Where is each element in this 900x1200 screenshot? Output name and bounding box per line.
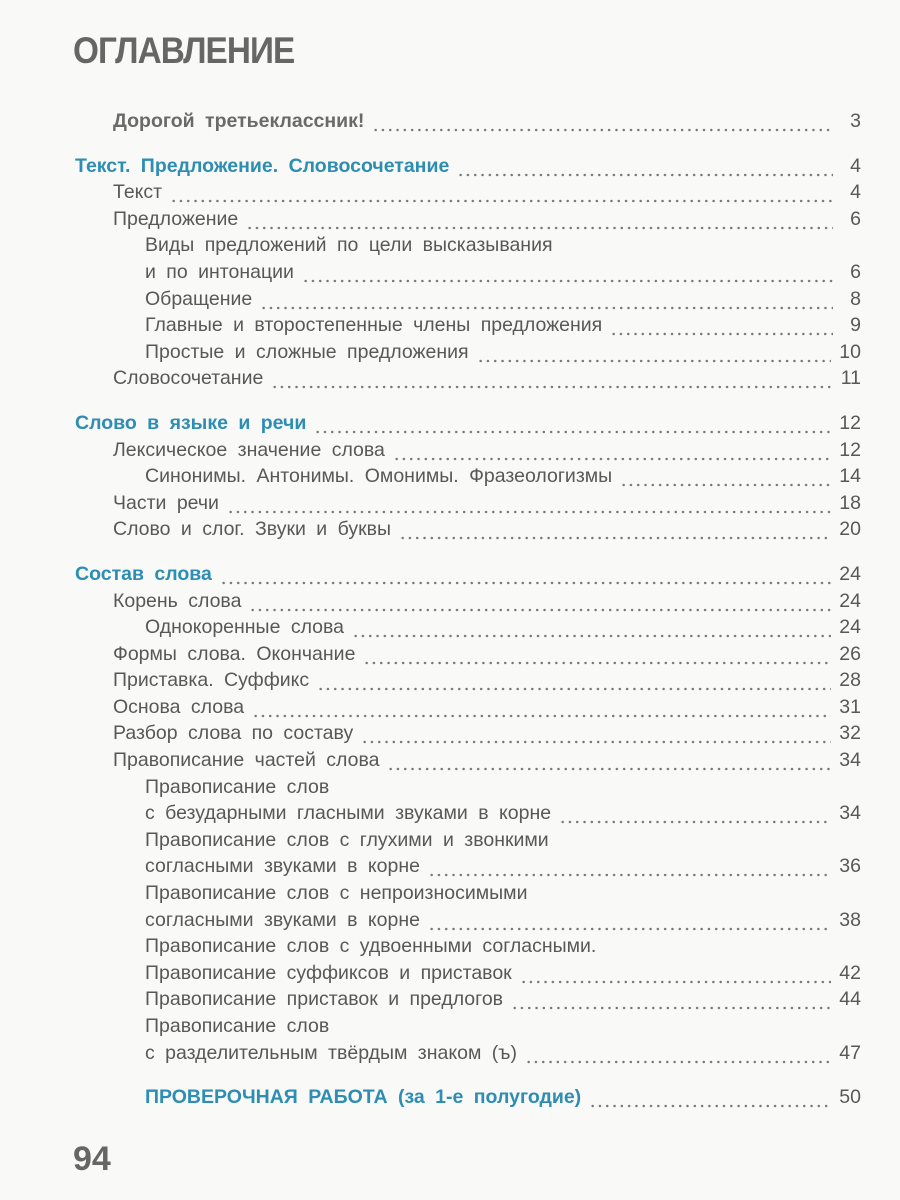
toc-entry[interactable] — [75, 516, 861, 543]
toc-entry[interactable] — [75, 410, 861, 437]
dot-leader — [520, 960, 832, 987]
dot-leader — [457, 153, 833, 180]
toc-entry-row — [75, 986, 861, 1013]
dot-leader — [620, 463, 831, 490]
toc-entry-title: Основа слова — [113, 695, 245, 718]
toc-entry-title: Части речи — [113, 491, 219, 514]
dot-leader — [246, 206, 833, 233]
dot-leader — [317, 667, 831, 694]
toc-entry-page: 9 — [850, 314, 861, 337]
dot-leader — [399, 516, 831, 543]
toc-entry[interactable] — [75, 286, 861, 313]
toc-entry[interactable] — [75, 880, 861, 933]
toc-entry[interactable] — [75, 694, 861, 721]
toc-entry-page: 32 — [839, 722, 861, 745]
toc-entry-title: Правописание суффиксов и приставок — [145, 961, 512, 984]
dot-leader — [428, 853, 831, 880]
toc-entry-row — [75, 312, 861, 339]
toc-entry-page: 47 — [839, 1041, 861, 1064]
dot-leader — [372, 108, 833, 135]
toc-entry-row — [75, 1084, 861, 1111]
toc-entry-title: ПРОВЕРОЧНАЯ РАБОТА (за 1-е полугодие) — [145, 1086, 582, 1109]
toc-entry-page: 24 — [839, 616, 861, 639]
toc-entry-title: и по интонации — [145, 260, 294, 283]
dot-leader — [511, 986, 831, 1013]
toc-entry[interactable] — [75, 986, 861, 1013]
toc-entry[interactable] — [75, 667, 861, 694]
toc-entry-title-line: Правописание слов с глухими и звонкими — [145, 828, 549, 851]
toc-entry[interactable] — [75, 1084, 861, 1111]
toc-entry-title: Приставка. Суффикс — [113, 669, 310, 692]
toc-entry-row — [75, 463, 861, 490]
table-of-contents — [75, 108, 861, 1111]
dot-leader — [271, 365, 832, 392]
toc-entry-page: 34 — [839, 749, 861, 772]
page-number: 94 — [73, 1140, 111, 1178]
toc-entry[interactable] — [75, 827, 861, 880]
dot-leader — [170, 179, 833, 206]
toc-entry-page: 28 — [839, 669, 861, 692]
toc-entry[interactable] — [75, 206, 861, 233]
toc-entry-row — [75, 907, 861, 934]
toc-entry-title: Словосочетание — [113, 367, 264, 390]
toc-entry-title: Текст — [113, 181, 163, 204]
toc-entry-row — [75, 641, 861, 668]
toc-entry-page: 18 — [839, 491, 861, 514]
toc-entry[interactable] — [75, 720, 861, 747]
toc-entry-row — [75, 365, 861, 392]
dot-leader — [249, 588, 831, 615]
toc-entry-page: 20 — [839, 518, 861, 541]
toc-entry-title: Слово в языке и речи — [75, 411, 307, 434]
toc-entry-page: 50 — [839, 1086, 861, 1109]
toc-entry-row — [75, 1040, 861, 1067]
toc-entry-row — [75, 153, 861, 180]
dot-leader — [393, 437, 831, 464]
toc-entry[interactable] — [75, 774, 861, 827]
toc-entry[interactable] — [75, 339, 861, 366]
toc-entry-page: 4 — [850, 181, 861, 204]
dot-leader — [559, 800, 831, 827]
toc-entry-title: Простые и сложные предложения — [145, 340, 469, 363]
toc-entry-page: 36 — [839, 855, 861, 878]
toc-entry-row — [75, 339, 861, 366]
toc-entry-row — [75, 437, 861, 464]
toc-entry-row — [75, 800, 861, 827]
dot-leader — [477, 339, 832, 366]
toc-entry[interactable] — [75, 153, 861, 180]
toc-entry-title: согласными звуками в корне — [145, 855, 420, 878]
toc-entry-title: Предложение — [113, 207, 239, 230]
dot-leader — [314, 410, 831, 437]
toc-entry-page: 42 — [839, 961, 861, 984]
toc-entry-title-line: Правописание слов с удвоенными согласными. — [145, 935, 597, 958]
toc-entry-row — [75, 960, 861, 987]
toc-entry-title: Правописание приставок и предлогов — [145, 988, 504, 1011]
toc-entry[interactable] — [75, 232, 861, 285]
toc-entry-title: согласными звуками в корне — [145, 908, 420, 931]
toc-entry-page: 24 — [839, 562, 861, 585]
toc-entry-page: 31 — [839, 695, 861, 718]
dot-leader — [589, 1084, 831, 1111]
toc-entry-page: 38 — [839, 908, 861, 931]
toc-entry-row — [75, 667, 861, 694]
toc-entry-page: 44 — [839, 988, 861, 1011]
toc-entry-title: Лексическое значение слова — [113, 438, 385, 461]
toc-entry-row — [75, 516, 861, 543]
toc-entry-row — [75, 179, 861, 206]
toc-entry[interactable] — [75, 312, 861, 339]
toc-entry-page: 6 — [850, 207, 861, 230]
toc-entry[interactable] — [75, 561, 861, 588]
toc-entry[interactable] — [75, 365, 861, 392]
toc-entry-title: Однокоренные слова — [145, 616, 345, 639]
dot-leader — [610, 312, 833, 339]
toc-entry-row — [75, 694, 861, 721]
toc-entry[interactable] — [75, 933, 861, 986]
toc-entry-row — [75, 410, 861, 437]
dot-leader — [352, 614, 831, 641]
toc-entry-title: Формы слова. Окончание — [113, 642, 356, 665]
toc-entry-row — [75, 108, 861, 135]
toc-entry[interactable] — [75, 1013, 861, 1066]
toc-entry-title: Правописание частей слова — [113, 749, 380, 772]
toc-entry[interactable] — [75, 747, 861, 774]
toc-entry-row — [75, 720, 861, 747]
toc-entry-title: Слово и слог. Звуки и буквы — [113, 518, 392, 541]
toc-entry[interactable] — [75, 108, 861, 135]
dot-leader — [227, 490, 831, 517]
toc-entry-row — [75, 259, 861, 286]
dot-leader — [361, 720, 831, 747]
toc-entry-row — [75, 747, 861, 774]
toc-entry[interactable] — [75, 588, 861, 615]
toc-entry-title-line: Правописание слов с непроизносимыми — [145, 882, 528, 905]
toc-entry-row — [75, 853, 861, 880]
toc-entry-title: с безударными гласными звуками в корне — [145, 802, 552, 825]
toc-entry-page: 6 — [850, 260, 861, 283]
toc-entry-page: 12 — [839, 438, 861, 461]
toc-entry[interactable] — [75, 490, 861, 517]
dot-leader — [302, 259, 833, 286]
toc-entry-page: 4 — [850, 154, 861, 177]
toc-entry-title: с разделительным твёрдым знаком (ъ) — [145, 1041, 517, 1064]
toc-entry-title-line: Виды предложений по цели высказывания — [145, 234, 553, 257]
toc-entry-row — [75, 588, 861, 615]
dot-leader — [428, 907, 831, 934]
toc-entry-title-line: Правописание слов — [145, 1015, 330, 1037]
toc-entry-title: Разбор слова по составу — [113, 722, 354, 745]
toc-entry-page: 34 — [839, 802, 861, 825]
toc-entry-page: 8 — [850, 287, 861, 310]
toc-entry-title: Синонимы. Антонимы. Омонимы. Фразеологизмы — [145, 465, 613, 488]
toc-entry-page: 3 — [850, 110, 861, 132]
toc-entry-page: 10 — [839, 340, 861, 363]
toc-entry-page: 11 — [840, 367, 861, 390]
toc-entry-title: Главные и второстепенные члены предложения — [145, 314, 603, 337]
toc-entry-title: Корень слова — [113, 589, 242, 612]
dot-leader — [252, 694, 831, 721]
toc-entry-title: Обращение — [145, 287, 253, 310]
toc-entry-page: 24 — [839, 589, 861, 612]
toc-entry[interactable] — [75, 641, 861, 668]
toc-entry-row — [75, 286, 861, 313]
toc-entry[interactable] — [75, 614, 861, 641]
toc-entry-row — [75, 614, 861, 641]
toc-entry-title-line: Правописание слов — [145, 775, 330, 798]
toc-entry[interactable] — [75, 437, 861, 464]
dot-leader — [220, 561, 831, 588]
dot-leader — [387, 747, 831, 774]
toc-entry-title: Дорогой третьеклассник! — [113, 110, 365, 132]
toc-entry-row — [75, 206, 861, 233]
toc-entry-row — [75, 561, 861, 588]
toc-entry-row — [75, 490, 861, 517]
toc-entry[interactable] — [75, 463, 861, 490]
dot-leader — [260, 286, 833, 313]
toc-entry-page: 14 — [839, 465, 861, 488]
page-title: ОГЛАВЛЕНИЕ — [73, 30, 295, 71]
dot-leader — [525, 1040, 831, 1067]
toc-entry-page: 26 — [839, 642, 861, 665]
toc-entry-title: Состав слова — [75, 562, 212, 585]
toc-entry-page: 12 — [839, 411, 861, 434]
toc-entry[interactable] — [75, 179, 861, 206]
toc-entry-title: Текст. Предложение. Словосочетание — [75, 154, 450, 177]
dot-leader — [363, 641, 831, 668]
